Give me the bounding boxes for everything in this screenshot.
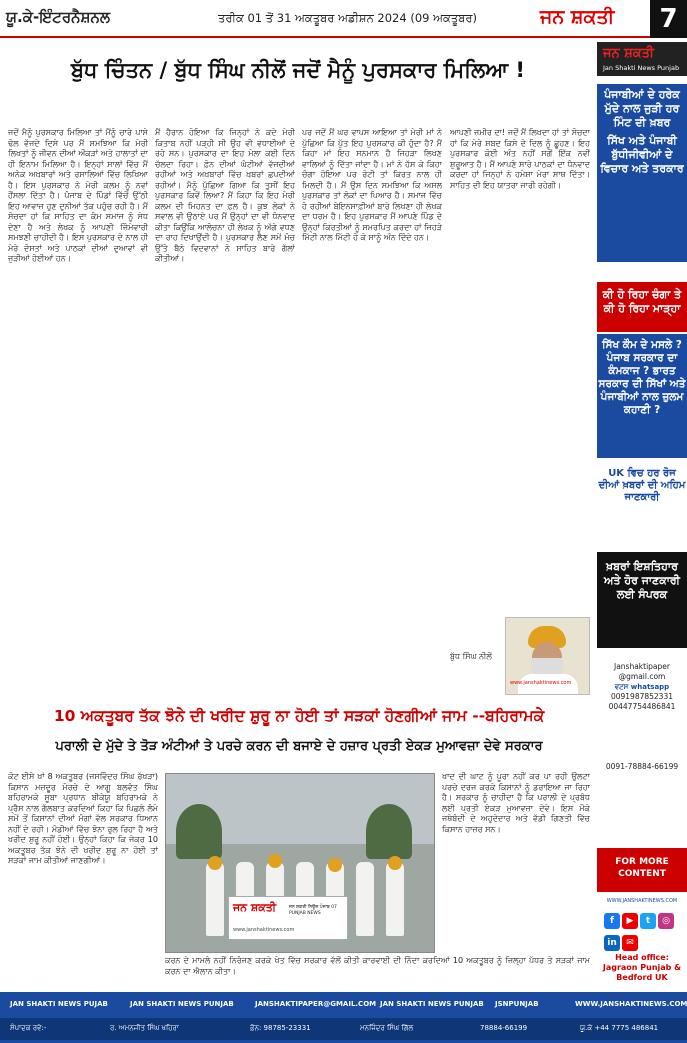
footer-twitter[interactable]: JSNPUNJAB — [495, 1000, 539, 1008]
footer-phone-2: 78884-66199 — [480, 1024, 528, 1032]
instagram-icon[interactable]: ◎ — [658, 913, 674, 929]
footer-phone-1: ਫ਼ੋਨ: 98785-23331 — [250, 1024, 311, 1032]
news-column-1: ਕੋਟ ਈਸੇ ਖਾਂ 8 ਅਕਤੂਬਰ (ਜਸਵਿੰਦਰ ਸਿੰਘ ਰੱਖੜਾ) ਕਿਸਾਨ ਮਜ਼ਦੂਰ ਮੋਰਚੇ ਦੇ ਆਗੂ ਬਲਵੰਤ ਸਿੰਘ ਬਹਿਰਾਮਕੇ ਸੂਬਾ ਪ੍ਰਧਾਨ ਬੀਕੇਯੂ ਬਹਿਰਾਮਕੇ ਨੇ ਪ੍ਰੈਸ ਨਾਲ ਗੱਲਬਾਤ ਕਰਦਿਆਂ ਕਿਹਾ ਕਿ ਪਿਛਲੇ ਲੰਮੇ ਸਮੇਂ ਤੋਂ ਕਿਸਾਨਾਂ ਦੀਆਂ ਮੰਗਾਂ ਵੱਲ ਸਰਕਾਰ ਧਿਆਨ ਨਹੀਂ ਦੇ ਰਹੀ। ਮੰਡੀਆਂ ਵਿੱਚ ਝੋਨਾ ਰੁਲ ਰਿਹਾ ਹੈ ਅਤੇ ਖਰੀਦ ਸ਼ੁਰੂ ਨਹੀਂ ਹੋਈ। ਉਨ੍ਹਾਂ ਕਿਹਾ ਕਿ ਜੇਕਰ 10 ਅਕਤੂਬਰ ਤੱਕ ਝੋਨੇ ਦੀ ਖਰੀਦ ਸ਼ੁਰੂ ਨਾ ਹੋਈ ਤਾਂ ਸੜਕਾਂ ਜਾਮ ਕੀਤੀਆਂ ਜਾਣਗੀਆਂ। — [8, 772, 158, 865]
contact-phone-3[interactable]: 0091-78884-66199 — [605, 762, 679, 771]
article-column-2: ਮੈਂ ਹੈਰਾਨ ਹੋਇਆ ਕਿ ਜਿਨ੍ਹਾਂ ਨੇ ਕਦੇ ਮੇਰੀ ਕਿਤਾਬ ਨਹੀਂ ਪੜ੍ਹੀ ਸੀ ਉਹ ਵੀ ਵਧਾਈਆਂ ਦੇ ਰਹੇ ਸਨ। ਪੁਰਸਕਾਰ ਦਾ ਇਹ ਮੇਲਾ ਕਈ ਦਿਨ ਚੱਲਦਾ ਰਿਹਾ। ਫ਼ੋਨ ਦੀਆਂ ਘੰਟੀਆਂ ਵੱਜਦੀਆਂ ਰਹੀਆਂ ਅਤੇ ਅਖ਼ਬਾਰਾਂ ਵਿੱਚ ਖ਼ਬਰਾਂ ਛਪਦੀਆਂ ਰਹੀਆਂ। ਮੈਨੂੰ ਪੁੱਛਿਆ ਗਿਆ ਕਿ ਤੁਸੀਂ ਇਹ ਪੁਰਸਕਾਰ ਕਿਵੇਂ ਲਿਆ? ਮੈਂ ਕਿਹਾ ਕਿ ਇਹ ਮੇਰੀ ਕਲਮ ਦੀ ਮਿਹਨਤ ਦਾ ਫ਼ਲ ਹੈ। ਕੁਝ ਲੋਕਾਂ ਨੇ ਸਵਾਲ ਵੀ ਉਠਾਏ ਪਰ ਮੈਂ ਉਨ੍ਹਾਂ ਦਾ ਵੀ ਧੰਨਵਾਦ ਕੀਤਾ ਕਿਉਂਕਿ ਆਲੋਚਨਾ ਹੀ ਲੇਖਕ ਨੂੰ ਅੱਗੇ ਵਧਣ ਦਾ ਰਾਹ ਦਿਖਾਉਂਦੀ ਹੈ। ਪੁਰਸਕਾਰ ਲੈਣ ਸਮੇਂ ਮੰਚ ਉੱਤੇ ਬੈਠੇ ਵਿਦਵਾਨਾਂ ਨੇ ਸਾਹਿਤ ਬਾਰੇ ਗੱਲਾਂ ਕੀਤੀਆਂ। — [155, 128, 295, 263]
footer-youtube[interactable]: JAN SHAKTI NEWS PUNJAB — [130, 1000, 234, 1008]
banner-logo: ਜਨ ਸ਼ਕਤੀ — [233, 901, 277, 914]
sidebar-logo-sub: Jan Shakti News Punjab — [603, 64, 680, 72]
sidebar-promo-2: ਕੀ ਹੋ ਰਿਹਾ ਚੰਗਾ ਤੇ ਕੀ ਹੋ ਰਿਹਾ ਮਾੜ੍ਹਾ — [597, 282, 687, 332]
article-headline: ਬੁੱਧ ਚਿੰਤਨ / ਬੁੱਧ ਸਿੰਘ ਨੀਲੋਂ ਜਦੋਂ ਮੈਨੂੰ ਪੁਰਸਕਾਰ ਮਿਲਿਆ ! — [71, 58, 525, 82]
news-column-2: ਖਾਦ ਦੀ ਘਾਟ ਨੂੰ ਪੂਰਾ ਨਹੀਂ ਕਰ ਪਾ ਰਹੀ ਉਲਟਾ ਪਰਚੇ ਦਰਜ ਕਰਕੇ ਕਿਸਾਨਾਂ ਨੂੰ ਡਰਾਇਆ ਜਾ ਰਿਹਾ ਹੈ। ਸਰਕਾਰ ਨੂੰ ਚਾਹੀਦਾ ਹੈ ਕਿ ਪਰਾਲੀ ਦੇ ਪ੍ਰਬੰਧ ਲਈ ਪ੍ਰਤੀ ਏਕੜ ਮੁਆਵਜ਼ਾ ਦੇਵੇ। ਇਸ ਮੌਕੇ ਜਥੇਬੰਦੀ ਦੇ ਅਹੁਦੇਦਾਰ ਅਤੇ ਵੱਡੀ ਗਿਣਤੀ ਵਿੱਚ ਕਿਸਾਨ ਹਾਜ਼ਰ ਸਨ। — [442, 772, 590, 834]
turban-shape — [328, 858, 342, 872]
footer-social-row — [0, 996, 687, 1016]
twitter-icon[interactable]: t — [640, 913, 656, 929]
person-shape — [356, 862, 374, 936]
contact-email[interactable]: Janshaktipaper @gmail.com — [613, 662, 670, 681]
head-office-address: Jagraon Punjab & Bedford UK — [602, 963, 682, 982]
youtube-icon[interactable]: ▶ — [622, 913, 638, 929]
page-footer — [0, 992, 687, 1043]
turban-shape — [208, 856, 222, 870]
sidebar-website[interactable]: WWW.JANSHAKTINEWS.COM — [606, 898, 678, 904]
banner-text: ਜਨ ਸ਼ਕਤੀ ਨਿਊਜ਼ ਪੰਜਾਬ 07 PUNJAB NEWS — [289, 905, 337, 916]
footer-editor-row — [0, 1018, 687, 1040]
sidebar — [597, 38, 687, 982]
sidebar-uk-text: UK ਵਿਚ ਹਰ ਰੋਜ ਦੀਆਂ ਖ਼ਬਰਾਂ ਦੀ ਅਹਿਮ ਜਾਣਕਾਰੀ — [598, 468, 686, 503]
section-title: ਯੂ.ਕੇ-ਇੰਟਰਨੈਸ਼ਨਲ — [6, 8, 110, 26]
article-column-4: ਆਪਣੀ ਜ਼ਮੀਰ ਦਾ! ਜਦੋਂ ਮੈਂ ਲਿਖਦਾ ਹਾਂ ਤਾਂ ਸੋਚਦਾ ਹਾਂ ਕਿ ਮੇਰੇ ਸ਼ਬਦ ਕਿਸੇ ਦੇ ਦਿਲ ਨੂੰ ਛੂਹਣ। ਇਹ ਪੁਰਸਕਾਰ ਕੋਈ ਅੰਤ ਨਹੀਂ ਸਗੋਂ ਇੱਕ ਨਵੀਂ ਸ਼ੁਰੂਆਤ ਹੈ। ਮੈਂ ਆਪਣੇ ਸਾਰੇ ਪਾਠਕਾਂ ਦਾ ਧੰਨਵਾਦ ਕਰਦਾ ਹਾਂ ਜਿਨ੍ਹਾਂ ਨੇ ਹਮੇਸ਼ਾ ਮੇਰਾ ਸਾਥ ਦਿੱਤਾ। ਸਾਹਿਤ ਦੀ ਇਹ ਯਾਤਰਾ ਜਾਰੀ ਰਹੇਗੀ। — [450, 128, 590, 190]
photo-banner — [228, 896, 348, 940]
social-icons — [603, 908, 687, 948]
footer-website[interactable]: WWW.JANSHAKTINEWS.COM — [575, 1000, 687, 1008]
page-number: 7 — [650, 0, 687, 38]
head-office — [597, 953, 687, 983]
banner-website: www.janshaktinews.com — [233, 927, 295, 933]
sidebar-promo-3: ਸਿੱਖ ਕੌਮ ਦੇ ਮਸਲੇ ? ਪੰਜਾਬ ਸਰਕਾਰ ਦਾ ਕੰਮਕਾਜ ? ਭਾਰਤ ਸਰਕਾਰ ਦੀ ਸਿੱਖਾਂ ਅਤੇ ਪੰਜਾਬੀਆਂ ਨਾਲ ਜ਼ੁਲਮ ਕਹਾਣੀ ? — [597, 334, 687, 458]
news-subheadline: ਪਰਾਲੀ ਦੇ ਮੁੱਦੇ ਤੇ ਤੋੜ ਅੰਟੀਆਂ ਤੇ ਪਰਚੇ ਕਰਨ ਦੀ ਬਜਾਏ ਦੇ ਹਜ਼ਾਰ ਪ੍ਰਤੀ ਏਕੜ ਮੁਆਵਜ਼ਾ ਦੇਵੇ ਸਰਕਾਰ — [55, 739, 543, 754]
facebook-icon[interactable]: f — [604, 913, 620, 929]
photo-watermark: www.janshaktinews.com — [510, 680, 572, 686]
contact-phone-1[interactable]: 0091987852331 — [610, 692, 674, 701]
footer-instagram[interactable]: JAN SHAKTI NEWS PUNJAB — [380, 1000, 484, 1008]
footer-facebook[interactable]: JAN SHAKTI NEWS PUJAB — [10, 1000, 108, 1008]
footer-editor-1: ਰ. ਅਮਨਜੀਤ ਸਿੰਘ ਖਹਿਰਾ — [110, 1024, 179, 1032]
turban-shape — [268, 854, 282, 868]
sidebar-logo-text: ਜਨ ਸ਼ਕਤੀ — [603, 46, 654, 61]
whatsapp-label: ਵਟਸ whatsapp — [614, 683, 670, 691]
tree-shape — [176, 804, 222, 859]
edition-date: ਤਰੀਕ 01 ਤੋਂ 31 ਅਕਤੂਬਰ ਅਡੀਸ਼ਨ 2024 (09 ਅਕਤੂਬਰ) — [218, 11, 478, 25]
footer-editor-2: ਮਨਜਿੰਦਰ ਸਿੰਘ ਗਿੱਲ — [360, 1024, 414, 1032]
email-icon[interactable]: ✉ — [622, 935, 638, 951]
page-header — [0, 0, 687, 38]
person-shape — [206, 862, 224, 936]
article-column-3: ਪਰ ਜਦੋਂ ਮੈਂ ਘਰ ਵਾਪਸ ਆਇਆ ਤਾਂ ਮੇਰੀ ਮਾਂ ਨੇ ਪੁੱਛਿਆ ਕਿ ਪੁੱਤ ਇਹ ਪੁਰਸਕਾਰ ਕੀ ਹੁੰਦਾ ਹੈ? ਮੈਂ ਕਿਹਾ ਮਾਂ ਇਹ ਸਨਮਾਨ ਹੈ ਜਿਹੜਾ ਲਿਖਣ ਵਾਲਿਆਂ ਨੂੰ ਦਿੱਤਾ ਜਾਂਦਾ ਹੈ। ਮਾਂ ਨੇ ਹੱਸ ਕੇ ਕਿਹਾ ਚੰਗਾ ਹੋਇਆ ਪਰ ਰੋਟੀ ਤਾਂ ਕਿਰਤ ਨਾਲ ਹੀ ਮਿਲਦੀ ਹੈ। ਮੈਂ ਉਸ ਦਿਨ ਸਮਝਿਆ ਕਿ ਅਸਲ ਪੁਰਸਕਾਰ ਤਾਂ ਲੋਕਾਂ ਦਾ ਪਿਆਰ ਹੈ। ਸਮਾਜ ਵਿੱਚ ਹੋ ਰਹੀਆਂ ਬੇਇਨਸਾਫ਼ੀਆਂ ਬਾਰੇ ਲਿਖਣਾ ਹੀ ਲੇਖਕ ਦਾ ਧਰਮ ਹੈ। ਇਹ ਪੁਰਸਕਾਰ ਮੈਂ ਆਪਣੇ ਪਿੰਡ ਦੇ ਉਨ੍ਹਾਂ ਕਿਰਤੀਆਂ ਨੂੰ ਸਮਰਪਿਤ ਕਰਦਾ ਹਾਂ ਜਿਹੜੇ ਮਿੱਟੀ ਨਾਲ ਮਿੱਟੀ ਹੋ ਕੇ ਸਾਨੂੰ ਅੰਨ ਦਿੰਦੇ ਹਨ। — [302, 128, 442, 242]
person-shape — [386, 862, 404, 936]
head-office-label: Head office: — [615, 953, 669, 962]
author-signature: ਬੁੱਧ ਸਿੰਘ ਨੀਲੋਂ — [450, 652, 492, 661]
linkedin-icon[interactable]: in — [604, 935, 620, 951]
sidebar-promo-1: ਸਿੱਖ ਅਤੇ ਪੰਜਾਬੀ ਬੁੱਧੀਜੀਵੀਆਂ ਦੇ ਵਿਚਾਰ ਅਤੇ ਤਰਕਾਰ — [600, 134, 684, 175]
footer-uk-phone: ਯੂ.ਕੇ +44 7775 486841 — [580, 1024, 659, 1032]
author-photo — [505, 617, 590, 695]
sidebar-contact — [597, 662, 687, 772]
sidebar-tagline: ਪੰਜਾਬੀਆਂ ਦੇ ਹਰੇਕ ਮੁੱਦੇ ਨਾਲ ਜੁੜੀ ਹਰ ਮਿੰਟ ਦੀ ਖ਼ਬਰ — [604, 88, 680, 129]
footer-editor-label: ਸੰਪਾਦਕ ਰਵੇ:- — [10, 1024, 47, 1032]
masthead-logo: ਜਨ ਸ਼ਕਤੀ — [540, 6, 615, 28]
turban-shape — [388, 856, 402, 870]
sidebar-promo-box — [597, 84, 687, 262]
sidebar-ad-box: ਖ਼ਬਰਾਂ ਇਸ਼ਤਿਹਾਰ ਅਤੇ ਹੋਰ ਜਾਣਕਾਰੀ ਲਈ ਸੰਪਰਕ — [597, 552, 687, 648]
tree-shape — [366, 804, 412, 859]
sidebar-logo — [597, 42, 687, 76]
photo-caption: ਕਰਨ ਦੇ ਮਾਮਲੇ ਨਹੀਂ ਨਿਰੰਜਣ ਕਰਕੇ ਖੇਤ ਵਿੱਚ ਸਰਕਾਰ ਵੱਲੋਂ ਕੀਤੀ ਕਾਰਵਾਈ ਦੀ ਨਿੰਦਾ ਕਰਦਿਆਂ 10 ਅਕਤੂਬਰ ਨੂੰ ਜ਼ਿਲ੍ਹਾ ਪੱਧਰ ਤੇ ਸੜਕਾਂ ਜਾਮ ਕਰਨ ਦਾ ਐਲਾਨ ਕੀਤਾ। — [165, 956, 590, 976]
footer-email[interactable]: JANSHAKTIPAPER@GMAIL.COM — [255, 1000, 377, 1008]
protest-photo — [165, 773, 435, 953]
news-headline: 10 ਅਕਤੂਬਰ ਤੱਕ ਝੋਨੇ ਦੀ ਖਰੀਦ ਸ਼ੁਰੂ ਨਾ ਹੋਈ ਤਾਂ ਸੜਕਾਂ ਹੋਣਗੀਆਂ ਜਾਮ --ਬਹਿਰਾਮਕੇ — [53, 707, 545, 725]
article-column-1: ਜਦੋਂ ਮੈਨੂੰ ਪੁਰਸਕਾਰ ਮਿਲਿਆ ਤਾਂ ਮੈਂਨੂੰ ਚਾਰੇ ਪਾਸੇ ਢੋਲ ਵੱਜਦੇ ਦਿਸੇ ਪਰ ਮੈਂ ਸਮਝਿਆ ਕਿ ਮੇਰੀ ਲਿਖਤਾਂ ਨੂੰ ਜੀਵਨ ਦੀਆਂ ਔਕੜਾਂ ਅਤੇ ਹਾਲਾਤਾਂ ਦਾ ਹੀ ਇਨਾਮ ਮਿਲਿਆ ਹੈ। ਇਨ੍ਹਾਂ ਸਾਲਾਂ ਵਿੱਚ ਮੈਂ ਅਨੇਕ ਅਖ਼ਬਾਰਾਂ ਅਤੇ ਰਸਾਲਿਆਂ ਵਿੱਚ ਲਿਖਿਆ ਹੈ। ਇਸ ਪੁਰਸਕਾਰ ਨੇ ਮੇਰੀ ਕਲਮ ਨੂੰ ਨਵਾਂ ਹੌਂਸਲਾ ਦਿੱਤਾ ਹੈ। ਪੰਜਾਬ ਦੇ ਪਿੰਡਾਂ ਵਿੱਚੋਂ ਉੱਠੀ ਇਹ ਆਵਾਜ਼ ਹੁਣ ਦੁਨੀਆਂ ਤੱਕ ਪਹੁੰਚ ਰਹੀ ਹੈ। ਮੈਂ ਸੋਚਦਾ ਹਾਂ ਕਿ ਸਾਹਿਤ ਦਾ ਕੰਮ ਸਮਾਜ ਨੂੰ ਸੇਧ ਦੇਣਾ ਹੈ ਅਤੇ ਲੇਖਕ ਨੂੰ ਆਪਣੀ ਜ਼ਿੰਮੇਵਾਰੀ ਸਮਝਣੀ ਚਾਹੀਦੀ ਹੈ। ਇਸ ਪੁਰਸਕਾਰ ਦੇ ਨਾਲ ਹੀ ਮੇਰੇ ਦੋਸਤਾਂ ਅਤੇ ਪਾਠਕਾਂ ਦੀਆਂ ਦੁਆਵਾਂ ਵੀ ਜੁੜੀਆਂ ਹੋਈਆਂ ਹਨ। — [8, 128, 148, 263]
contact-phone-2[interactable]: 00447754486841 — [608, 702, 676, 711]
more-content-box: FOR MORE CONTENT — [597, 848, 687, 892]
